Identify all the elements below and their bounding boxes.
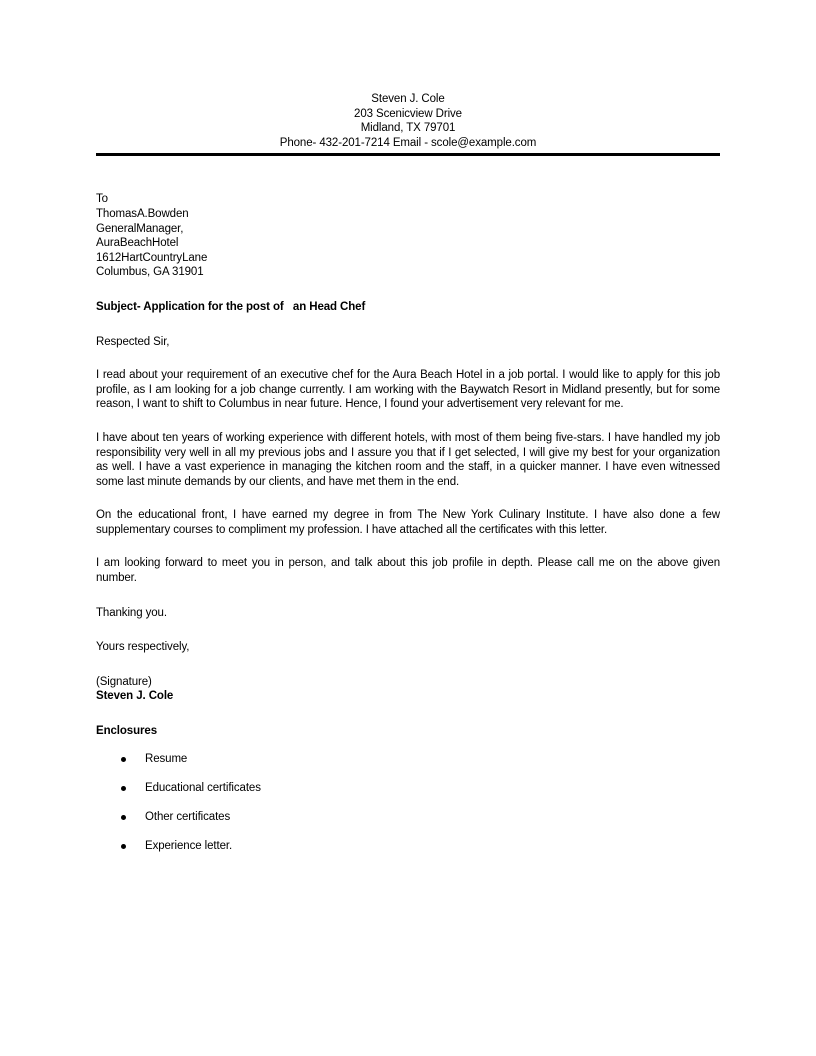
enclosure-label: Resume: [145, 752, 188, 765]
closing-thanks: Thanking you.: [96, 606, 167, 619]
enclosure-label: Experience letter.: [145, 839, 233, 852]
salutation: Respected Sir,: [96, 335, 170, 348]
list-item: [96, 839, 720, 861]
subject-line: Subject- Application for the post of an Head Chef: [96, 300, 366, 313]
signature-block: [96, 675, 720, 704]
enclosure-label: Educational certificates: [145, 781, 261, 794]
enclosures-heading: Enclosures: [96, 725, 157, 738]
list-item: [96, 810, 720, 832]
sender-name: Steven J. Cole: [371, 93, 445, 105]
signature-placeholder: (Signature): [96, 675, 152, 688]
recipient-line: Columbus, GA 31901: [96, 266, 204, 279]
bullet-icon: [121, 757, 126, 762]
closing-valediction: Yours respectively,: [96, 641, 190, 654]
list-item: [96, 781, 720, 803]
recipient-line: ThomasA.Bowden: [96, 207, 189, 220]
sender-address-line2: Midland, TX 79701: [360, 122, 456, 135]
recipient-line: 1612HartCountryLane: [96, 251, 208, 264]
sender-contact-line: Phone- 432-201-7214 Email - scole@example.com: [279, 136, 537, 149]
bullet-icon: [121, 815, 126, 820]
body-paragraph: I read about your requirement of an executive chef for the Aura Beach Hotel in a job portal. I would like to apply for this job profile, as I am looking for a job change currently. I am working with the Baywatch Resort in Midland presently, but for some reason, I want to shift to Columbus in near future. Hence, I found your advertisement very relevant for me.: [96, 369, 720, 411]
recipient-line: To: [96, 193, 108, 206]
list-item: [96, 752, 720, 774]
bullet-icon: [121, 844, 126, 849]
letterhead: [96, 92, 720, 156]
enclosure-label: Other certificates: [145, 810, 231, 823]
recipient-line: GeneralManager,: [96, 222, 184, 235]
body-paragraph: On the educational front, I have earned my degree in from The New York Culinary Institute. I have also done a few supplementary courses to compliment my profession. I have attached all the certificates with this letter.: [96, 509, 720, 536]
recipient-line: AuraBeachHotel: [96, 237, 179, 250]
recipient-block: [96, 192, 720, 280]
signature-name: Steven J. Cole: [96, 690, 174, 703]
body-paragraph: I am looking forward to meet you in person, and talk about this job profile in depth. Please call me on the above given number.: [96, 557, 720, 585]
enclosure-list: [96, 752, 720, 861]
body-paragraph: I have about ten years of working experience with different hotels, with most of them being five-stars. I have handled my job responsibility very well in all my previous jobs and I assure you that if I get selected, I will give my best for your organization as well. I have a vast experience in managing the kitchen room and the staff, in a quicker manner. I have even witnessed some last minute demands by our clients, and have met them in the end.: [96, 431, 720, 488]
sender-address-line1: 203 Scenicview Drive: [354, 107, 462, 120]
bullet-icon: [121, 786, 126, 791]
